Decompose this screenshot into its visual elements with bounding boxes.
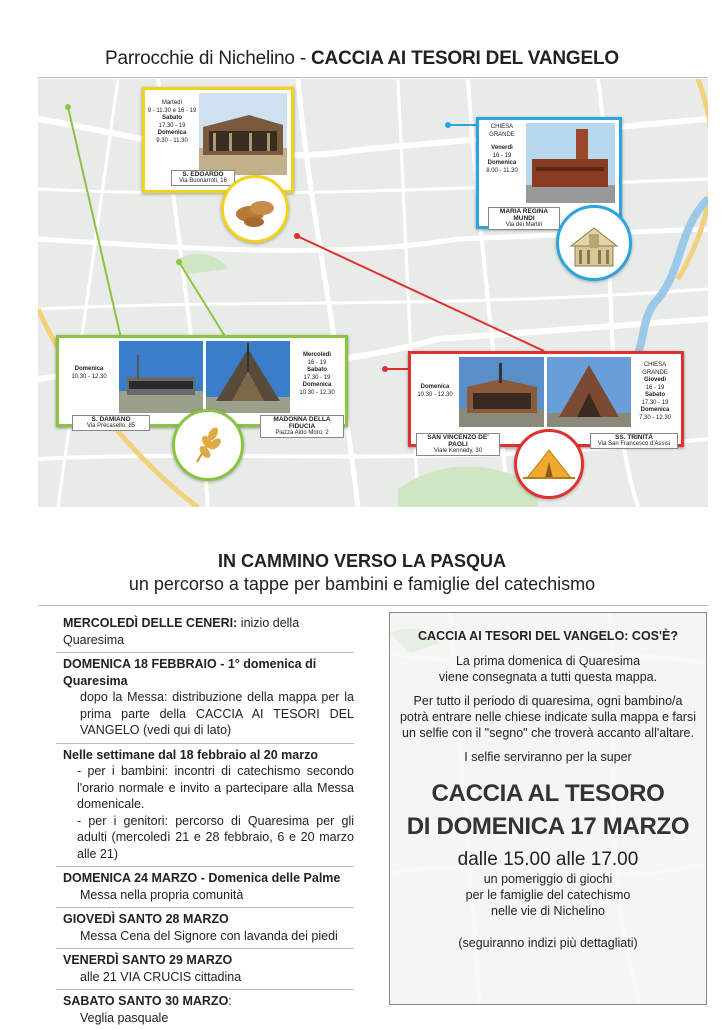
event-item (56, 653, 354, 744)
church-name: SS. TRINITÀ (615, 434, 653, 441)
hours-line: 9 - 11.30 e 16 - 19 (147, 107, 197, 114)
church-address: Via Buonarroti, 16 (179, 178, 227, 184)
event-detail: - per i bambini: incontri di catechismo secondo l'orario normale e invito a partecipare alla Messa domenicale. (77, 764, 354, 811)
church-name: MADONNA DELLA FIDUCIA (273, 416, 331, 430)
treasure-hunt-title: CACCIA AL TESORO (431, 780, 665, 807)
church-tag: CHIESA GRANDE (642, 362, 668, 376)
event-detail: Messa nella propria comunità (80, 887, 244, 902)
hours-line: Giovedì (643, 377, 666, 383)
photo-maria-regina-mundi (526, 123, 615, 203)
event-heading: MERCOLEDÌ DELLE CENERI: (63, 616, 238, 630)
event-detail: Messa Cena del Signore con lavanda dei piedi (80, 928, 338, 943)
section-title: IN CAMMINO VERSO LA PASQUA (217, 551, 506, 571)
info-box (389, 612, 707, 1005)
church-address: Via dei Martiri (505, 222, 543, 228)
event-item (56, 990, 354, 1030)
box-text: nelle vie di Nichelino (491, 904, 605, 918)
divider (38, 77, 708, 78)
section-subtitle: un percorso a tappe per bambini e famiglie del catechismo (128, 574, 596, 594)
church-name: SAN VINCENZO DE' PAOLI (427, 434, 489, 448)
treasure-hunt-time: dalle 15.00 alle 17.00 (457, 849, 639, 870)
hours-line: 17.30 - 19 (303, 374, 331, 381)
box-text: per le famiglie del catechismo (465, 888, 631, 902)
temple-icon (556, 205, 632, 281)
church-tag: CHIESA GRANDE (489, 124, 515, 138)
event-list (56, 612, 354, 1030)
photo-s-damiano (119, 341, 203, 413)
hours-line: Domenica (74, 366, 104, 372)
hours-s-damiano (61, 366, 117, 381)
event-heading: GIOVEDÌ SANTO 28 MARZO (63, 912, 229, 926)
hours-line: Domenica (157, 130, 187, 136)
hours-line: Domenica (420, 384, 450, 390)
hours-line: Mercoledì (302, 352, 331, 358)
photo-s-edoardo (199, 93, 287, 175)
box-text: Per tutto il periodo di quaresima, ogni bambino/a (413, 694, 683, 708)
event-heading: Nelle settimane dal 18 febbraio al 20 marzo (63, 747, 318, 762)
event-detail: Veglia pasquale (80, 1010, 169, 1025)
church-address: Piazza Aldo Moro, 2 (275, 430, 329, 436)
hours-san-vincenzo (413, 384, 457, 399)
wheat-icon (172, 409, 244, 481)
church-name: MARIA REGINA MUNDI (499, 208, 549, 222)
hours-line: 17.30 - 19 (641, 399, 669, 406)
hours-line: 16 - 19 (645, 384, 665, 391)
church-address: Viale Kennedy, 30 (433, 448, 483, 454)
box-text: I selfie serviranno per la super (464, 750, 632, 764)
church-name: S. EDOARDO (182, 171, 224, 178)
bread-icon (221, 175, 289, 243)
label-maria-regina-mundi (488, 207, 560, 230)
event-heading: DOMENICA 18 FEBBRAIO - 1° domenica di Quaresima (63, 657, 317, 688)
hours-line: 10.30 - 12.30 (417, 391, 453, 398)
tent-icon (514, 429, 584, 499)
page-header (0, 48, 724, 70)
header-prefix: Parrocchie di Nichelino - (105, 48, 312, 69)
hours-line: Domenica (302, 382, 332, 388)
event-item (56, 867, 354, 908)
label-san-vincenzo (416, 433, 500, 456)
treasure-hunt-date: DI DOMENICA 17 MARZO (406, 813, 690, 840)
box-text: potrà entrare nelle chiese indicate sulla mappa e farsi (399, 710, 696, 724)
event-item (56, 949, 354, 990)
event-item (56, 612, 354, 653)
church-address: Via Precasello, 85 (86, 423, 136, 429)
hours-line: 17.30 - 19 (158, 122, 186, 129)
hours-s-edoardo (147, 100, 197, 145)
hours-ss-trinita (633, 362, 677, 422)
box-text: un pomeriggio di giochi (483, 872, 613, 886)
header-title: CACCIA AI TESORI DEL VANGELO (311, 48, 619, 69)
event-heading-rest: inizio della Quaresima (63, 616, 300, 647)
divider (38, 605, 708, 606)
hours-line: Domenica (487, 160, 517, 166)
event-heading-rest: : (228, 994, 232, 1008)
hours-line: 9.30 - 11.30 (156, 137, 188, 144)
event-detail: dopo la Messa: distribuzione della mappa per la prima parte della CACCIA AI TESORI DEL VANGELO (vedi qui di lato) (80, 690, 354, 737)
label-ss-trinita (590, 433, 678, 449)
label-madonna-della-fiducia (260, 415, 344, 438)
hours-line: 16 - 19 (307, 359, 327, 366)
event-heading: VENERDÌ SANTO 29 MARZO (63, 953, 233, 967)
event-detail: - per i genitori: percorso di Quaresima per gli adulti (mercoledì 21 e 28 febbraio, 6 e 20 marzo alle 21) (77, 813, 354, 861)
hours-line: Domenica (640, 407, 670, 413)
hours-line: Sabato (644, 392, 665, 398)
photo-san-vincenzo (459, 357, 544, 427)
event-heading: SABATO SANTO 30 MARZO (63, 994, 229, 1008)
event-heading: DOMENICA 24 MARZO - Domenica delle Palme (63, 871, 341, 885)
box-text: un selfie con il "segno" che troverà accanto all'altare. (402, 726, 694, 740)
photo-madonna-della-fiducia (206, 341, 290, 413)
box-text: La prima domenica di Quaresima (455, 654, 641, 668)
box-question: CACCIA AI TESORI DEL VANGELO: COS'È? (418, 629, 678, 643)
hours-line: Sabato (161, 115, 182, 121)
hours-line: Martedì (161, 100, 183, 106)
event-item (56, 908, 354, 949)
hours-line: Sabato (306, 367, 327, 373)
church-name: S. DAMIANO (91, 416, 131, 423)
church-address: Via San Francesco d'Assisi (597, 441, 671, 447)
event-detail: alle 21 VIA CRUCIS cittadina (80, 969, 242, 984)
hours-line: 16 - 19 (492, 152, 512, 159)
event-item (56, 744, 354, 868)
parish-map (38, 79, 708, 507)
box-text: viene consegnata a tutti questa mappa. (438, 670, 658, 684)
hours-madonna-della-fiducia (293, 352, 341, 397)
label-s-damiano (72, 415, 150, 431)
hours-line: Venerdì (491, 145, 513, 151)
hours-line: 7.30 - 12.30 (638, 414, 672, 421)
hours-line: 10.30 - 12.30 (71, 373, 107, 380)
box-note: (seguiranno indizi più dettagliati) (458, 936, 638, 950)
photo-ss-trinita (547, 357, 631, 427)
hours-line: 8.00 - 11.30 (486, 167, 518, 174)
hours-line: 10.30 - 12.30 (299, 389, 335, 396)
hours-maria-regina-mundi (481, 124, 523, 175)
